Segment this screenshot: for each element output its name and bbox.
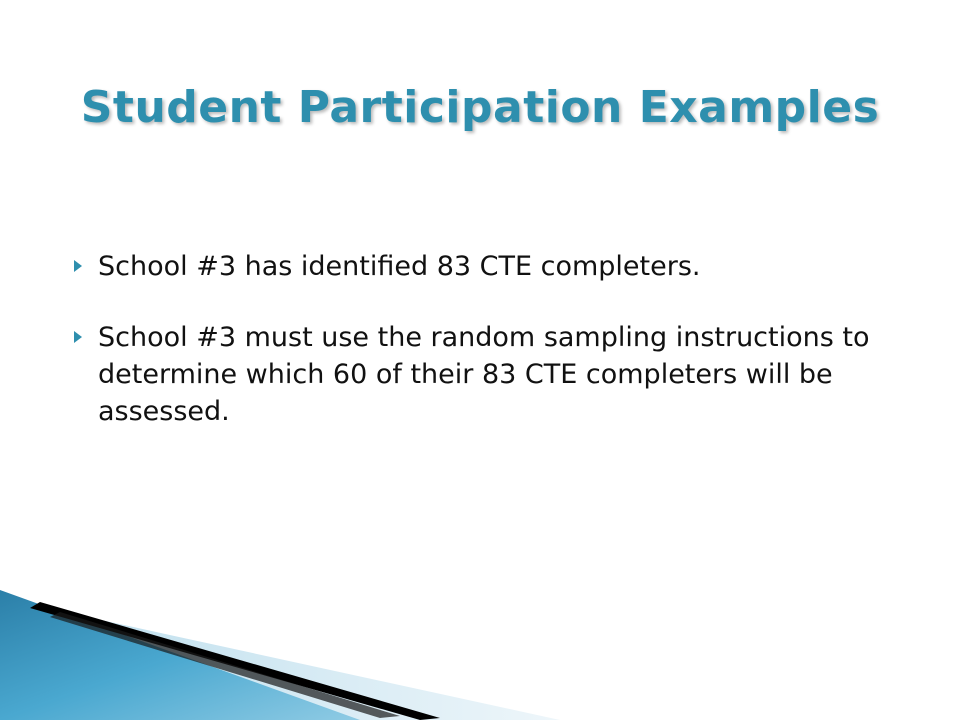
slide-title: Student Participation Examples [80, 82, 880, 133]
corner-decoration [0, 590, 560, 720]
triangle-right-icon [74, 331, 82, 343]
bullet-text: School #3 has identified 83 CTE completers. [98, 251, 701, 282]
bullet-item [72, 319, 872, 430]
bullet-item [72, 248, 872, 285]
triangle-right-icon [74, 260, 82, 272]
bullet-list [72, 248, 872, 464]
bullet-text: School #3 must use the random sampling instructions to determine which 60 of their 83 CTE completers will be assessed. [98, 322, 870, 427]
